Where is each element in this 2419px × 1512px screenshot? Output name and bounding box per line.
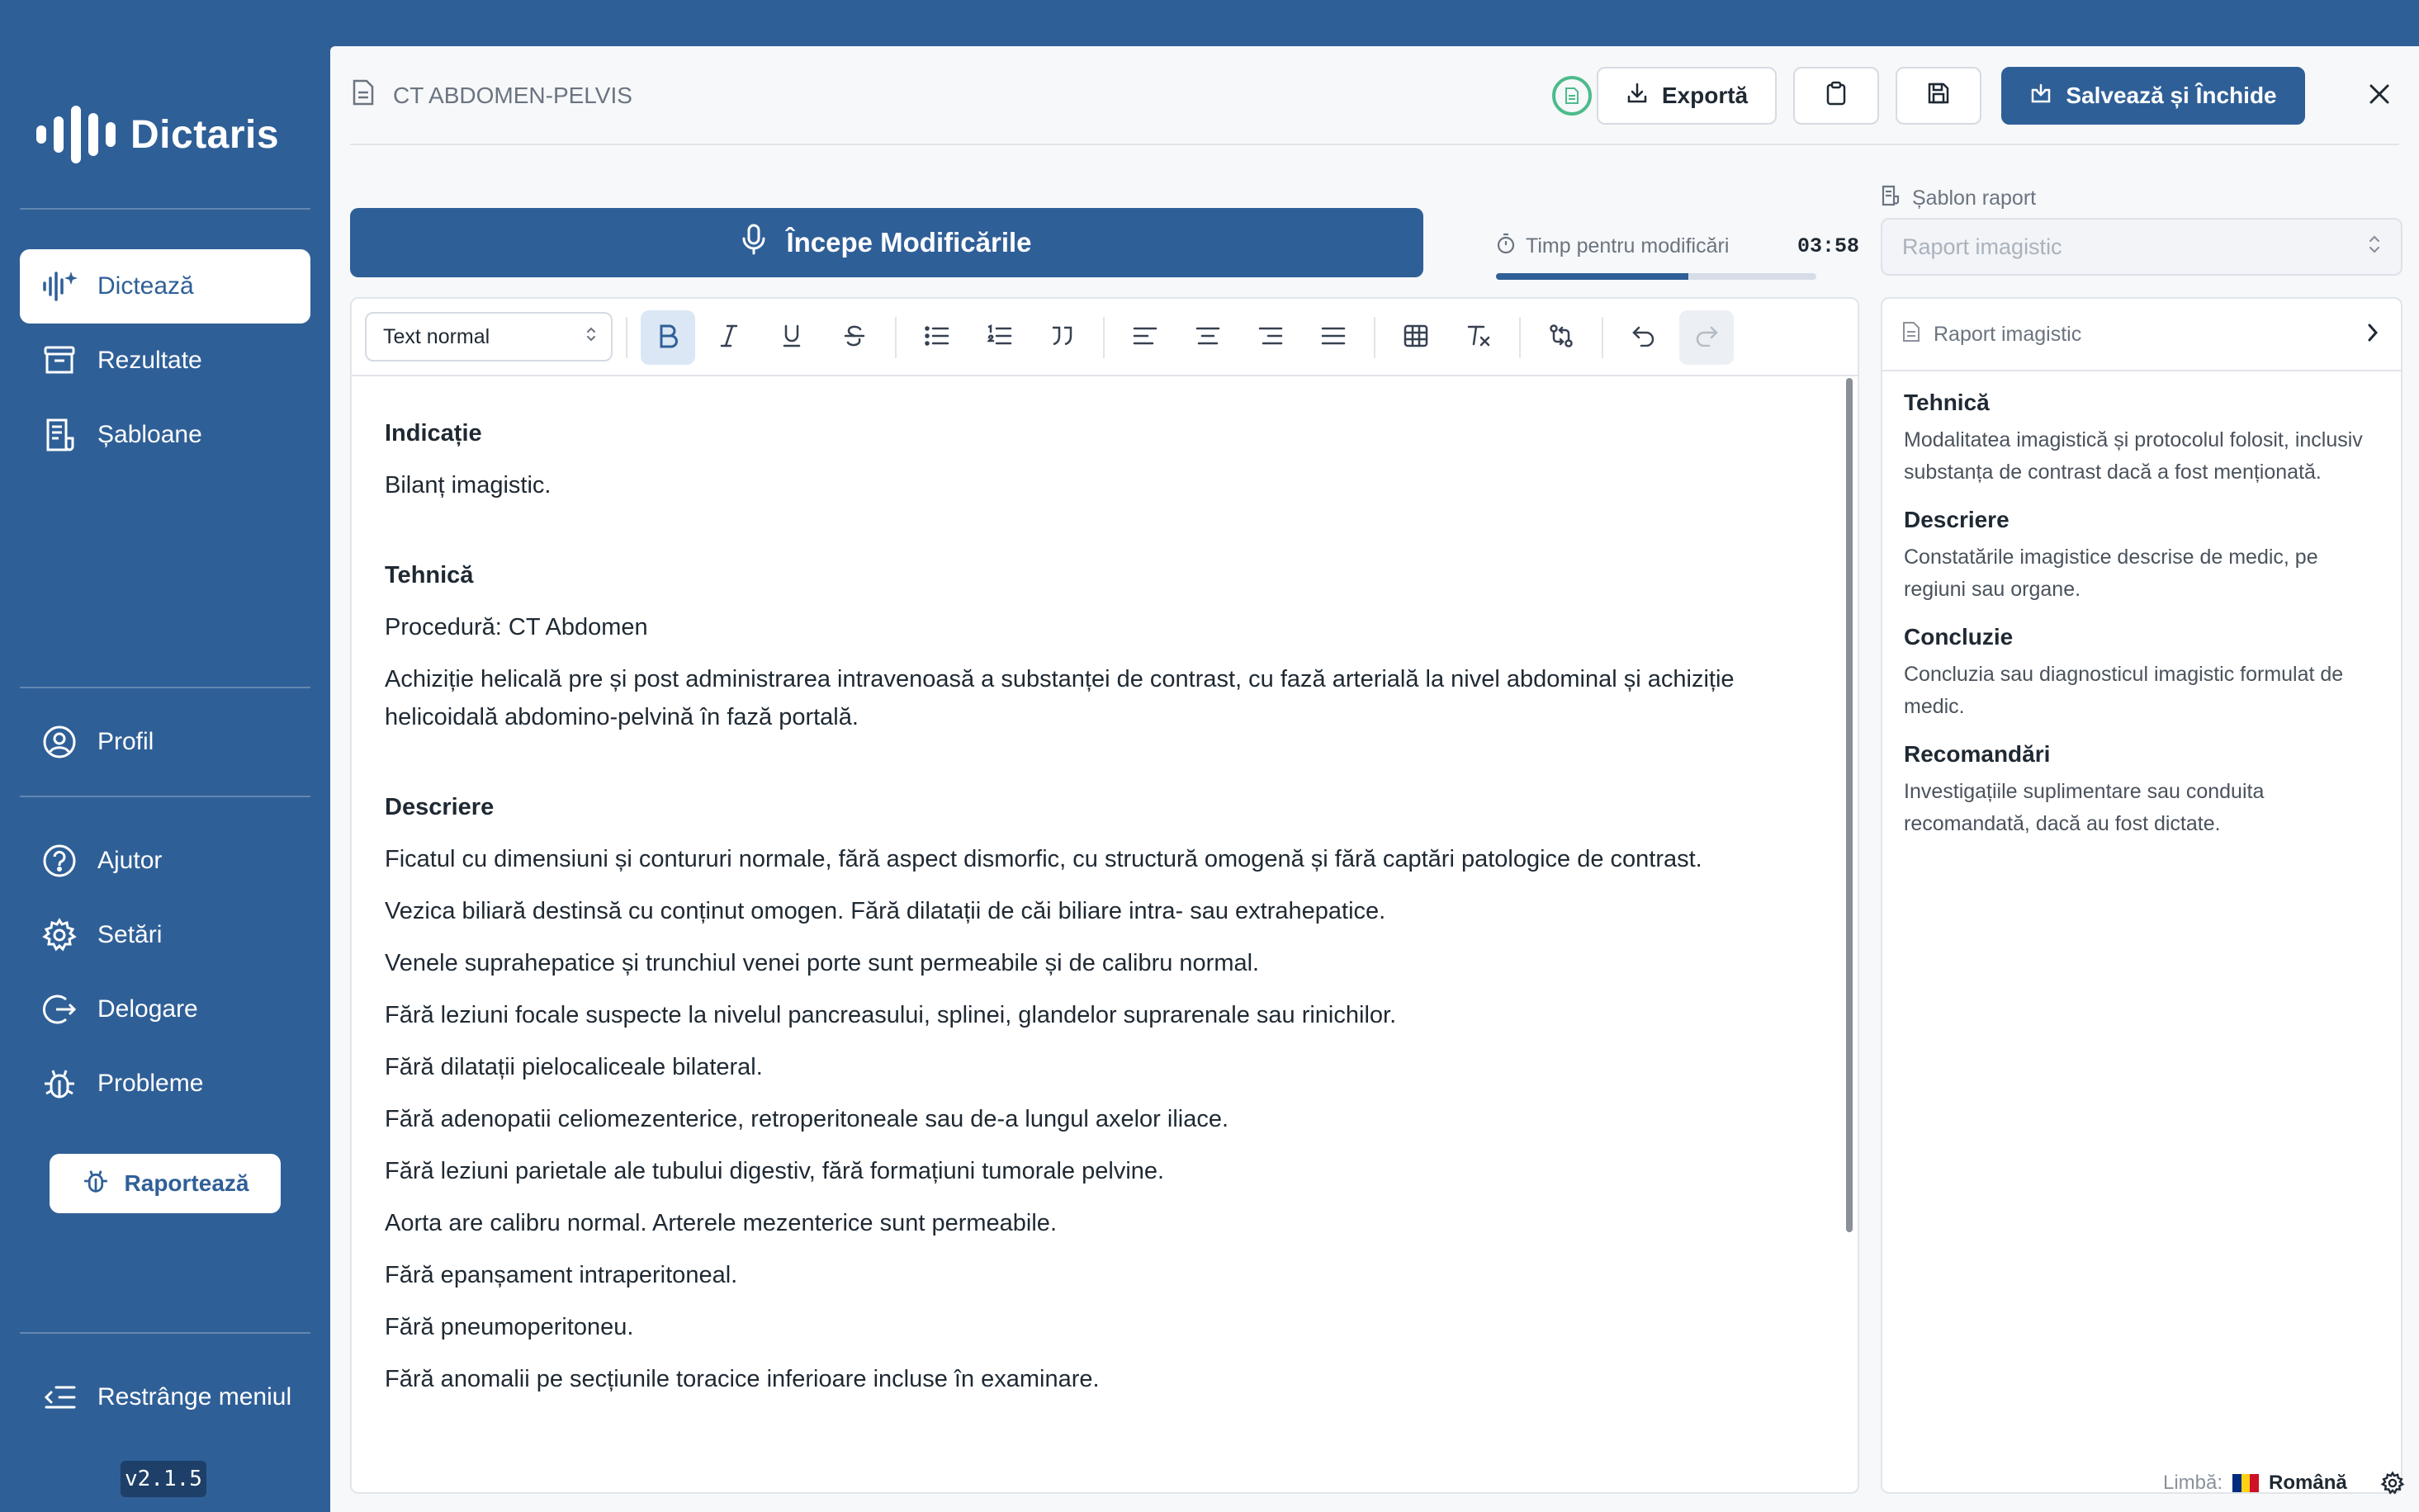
- align-center-button[interactable]: [1181, 310, 1235, 365]
- template-label: [1881, 185, 2036, 212]
- save-close-icon: [2029, 82, 2052, 111]
- bullet-list-icon: [925, 325, 949, 351]
- save-and-close-button[interactable]: [2001, 67, 2305, 125]
- redo-button[interactable]: [1679, 310, 1734, 365]
- save-close-label: Salvează și Închide: [2066, 83, 2277, 108]
- start-dictation-button[interactable]: [350, 208, 1423, 277]
- template-select[interactable]: [1881, 218, 2402, 276]
- sidebar-divider: [20, 687, 310, 688]
- report-line: Venele suprahepatice și trunchiul venei porte sunt permeabile și de calibru normal.: [385, 950, 1260, 976]
- report-line: Achiziție helicală pre și post administrarea intravenoasă a substanței de contrast, cu fază arterială la nivel abdominal și achiziție helicoidală abdomino-pelvină în fază portală.: [385, 666, 1735, 730]
- stopwatch-icon: [1496, 233, 1516, 260]
- section-heading: Tehnică: [385, 562, 474, 588]
- sidebar-item-help[interactable]: [20, 824, 310, 898]
- blockquote-button[interactable]: [1035, 310, 1090, 365]
- start-dictation-label: Începe Modificările: [786, 227, 1032, 258]
- sidebar-item-label: Setări: [97, 921, 163, 948]
- collapse-menu-icon: [41, 1379, 78, 1415]
- guide-section-text: Modalitatea imagistică și protocolul folosit, inclusiv substanța de contrast dacă a fost menționată.: [1904, 428, 2363, 484]
- template-guide-title: Raport imagistic: [1934, 322, 2082, 346]
- dictate-icon: [41, 268, 78, 305]
- template-guide-panel: [1881, 297, 2402, 1494]
- sidebar-item-dictate[interactable]: [20, 249, 310, 324]
- language-label: Limbă:: [2163, 1472, 2223, 1494]
- sidebar-item-label: Ajutor: [97, 847, 163, 874]
- report-line: Fără anomalii pe secțiunile toracice inferioare incluse în examinare.: [385, 1366, 1100, 1392]
- clear-format-button[interactable]: [1451, 310, 1506, 365]
- microphone-icon: [741, 224, 766, 262]
- gear-icon: [41, 917, 78, 953]
- chevron-updown-icon: [2368, 234, 2381, 261]
- timer-value: 03:58: [1796, 234, 1859, 258]
- language-selector[interactable]: Română: [2269, 1472, 2347, 1494]
- guide-section-title: Descriere: [1904, 507, 2010, 532]
- chevron-updown-icon: [586, 325, 596, 349]
- user-icon: [41, 724, 78, 760]
- copy-button[interactable]: [1793, 67, 1879, 125]
- document-title: [352, 79, 632, 111]
- align-right-button[interactable]: [1243, 310, 1298, 365]
- collapse-menu-label: Restrânge meniul: [97, 1383, 292, 1410]
- sidebar-item-settings[interactable]: [20, 898, 310, 972]
- report-line: Fără adenopatii celiomezenterice, retroperitoneale sau de-a lungul axelor iliace.: [385, 1106, 1229, 1132]
- git-compare-icon: [1549, 324, 1574, 352]
- sidebar-divider: [20, 796, 310, 797]
- italic-button[interactable]: [702, 310, 756, 365]
- document-header: [350, 46, 2399, 145]
- save-status-indicator: [1552, 76, 1592, 116]
- save-icon: [1927, 82, 1950, 111]
- sidebar-item-results[interactable]: [20, 324, 310, 398]
- template-label-text: Șablon raport: [1912, 187, 2037, 210]
- sidebar-item-label: Probleme: [97, 1070, 204, 1097]
- bug-icon: [82, 1167, 110, 1201]
- numbered-list-icon: [987, 324, 1012, 352]
- toolbar-divider: [1519, 317, 1521, 358]
- report-line: Fără dilatații pielocaliceale bilateral.: [385, 1054, 763, 1080]
- archive-icon: [41, 343, 78, 379]
- sidebar-divider: [20, 208, 310, 210]
- undo-button[interactable]: [1617, 310, 1671, 365]
- align-center-icon: [1195, 326, 1220, 350]
- strikethrough-button[interactable]: [827, 310, 882, 365]
- close-icon: [2369, 83, 2390, 109]
- top-strip: [0, 0, 2419, 46]
- report-editor: [350, 297, 1859, 1494]
- guide-section-text: Investigațiile suplimentare sau conduita recomandată, dacă au fost dictate.: [1904, 780, 2265, 835]
- report-line: Aorta are calibru normal. Arterele mezenterice sunt permeabile.: [385, 1210, 1057, 1236]
- sidebar-item-logout[interactable]: [20, 972, 310, 1047]
- clipboard-icon: [1825, 81, 1847, 111]
- section-heading: Descriere: [385, 794, 495, 820]
- report-line: Fără pneumoperitoneu.: [385, 1314, 634, 1340]
- italic-icon: [719, 324, 739, 352]
- close-button[interactable]: [2360, 76, 2399, 116]
- report-line: Fără epanșament intraperitoneal.: [385, 1262, 738, 1288]
- editor-toolbar: [352, 299, 1858, 376]
- logout-icon: [41, 991, 78, 1028]
- insert-table-button[interactable]: [1389, 310, 1443, 365]
- quote-icon: [1050, 325, 1075, 351]
- document-icon: [352, 79, 375, 111]
- template-icon: [41, 417, 78, 453]
- text-style-select[interactable]: [365, 312, 613, 361]
- sidebar-item-templates[interactable]: [20, 398, 310, 472]
- redo-icon: [1694, 325, 1719, 351]
- save-button[interactable]: [1896, 67, 1981, 125]
- bold-button[interactable]: [641, 310, 695, 365]
- guide-section-text: Concluzia sau diagnosticul imagistic formulat de medic.: [1904, 663, 2344, 718]
- compare-changes-button[interactable]: [1534, 310, 1588, 365]
- gear-icon[interactable]: [2380, 1471, 2405, 1495]
- numbered-list-button[interactable]: [973, 310, 1027, 365]
- sidebar-item-label: Profil: [97, 728, 154, 755]
- document-title-text: CT ABDOMEN-PELVIS: [393, 82, 632, 108]
- text-style-value: Text normal: [383, 324, 490, 348]
- align-justify-icon: [1321, 326, 1346, 350]
- underline-button[interactable]: [765, 310, 819, 365]
- sidebar-divider: [20, 1332, 310, 1334]
- sidebar-item-issues[interactable]: [20, 1047, 310, 1121]
- guide-section-title: Recomandări: [1904, 741, 2051, 767]
- bullet-list-button[interactable]: [910, 310, 964, 365]
- guide-section-title: Concluzie: [1904, 624, 2014, 650]
- align-left-button[interactable]: [1118, 310, 1172, 365]
- help-icon: [41, 843, 78, 879]
- chevron-right-icon[interactable]: [2365, 320, 2381, 351]
- romania-flag-icon: [2232, 1474, 2259, 1492]
- editor-scrollbar[interactable]: [1846, 378, 1853, 1232]
- sidebar-item-profile[interactable]: [20, 705, 310, 779]
- align-justify-button[interactable]: [1306, 310, 1361, 365]
- report-line: Ficatul cu dimensiuni și contururi normale, fără aspect dismorfic, cu structură omogenă și fără captări patologice de contrast.: [385, 846, 1702, 872]
- template-guide-header[interactable]: [1882, 299, 2401, 371]
- toolbar-divider: [895, 317, 897, 358]
- app-logo[interactable]: [36, 106, 279, 163]
- align-left-icon: [1133, 326, 1157, 350]
- report-line: Fără leziuni parietale ale tubului digestiv, fără formațiuni tumorale pelvine.: [385, 1158, 1165, 1184]
- timer-progress-bar: [1496, 273, 1816, 280]
- template-icon: [1881, 185, 1901, 212]
- sidebar-item-label: Rezultate: [97, 347, 202, 374]
- toolbar-divider: [1103, 317, 1105, 358]
- app-name: Dictaris: [130, 112, 280, 157]
- bold-icon: [657, 324, 679, 352]
- clear-format-icon: [1466, 324, 1491, 352]
- timer-progress-fill: [1496, 273, 1688, 280]
- document-icon: [1902, 321, 1920, 348]
- report-issue-button[interactable]: [50, 1154, 281, 1213]
- report-line: Vezica biliară destinsă cu conținut omogen. Fără dilatații de căi biliare intra- sau extrahepatice.: [385, 898, 1386, 924]
- toolbar-divider: [1374, 317, 1375, 358]
- template-select-value: Raport imagistic: [1902, 234, 2062, 259]
- underline-icon: [782, 324, 802, 352]
- export-label: Exportă: [1661, 83, 1749, 108]
- strikethrough-icon: [844, 324, 865, 352]
- report-button-label: Raportează: [124, 1170, 249, 1196]
- sidebar-item-label: Șabloane: [97, 421, 202, 448]
- language-footer: [2163, 1471, 2405, 1495]
- toolbar-divider: [1602, 317, 1603, 358]
- main-area: [330, 46, 2419, 1512]
- guide-section-text: Constatările imagistice descrise de medic, pe regiuni sau organe.: [1904, 546, 2318, 601]
- section-heading: Indicație: [385, 420, 482, 447]
- bug-icon: [41, 1065, 78, 1102]
- version-badge: v2.1.5: [121, 1461, 206, 1497]
- guide-section-title: Tehnică: [1904, 390, 1990, 415]
- edit-timer: [1496, 233, 1859, 280]
- logo-icon: [36, 106, 116, 163]
- editor-content[interactable]: [385, 414, 1821, 1412]
- align-right-icon: [1258, 326, 1283, 350]
- sidebar-item-label: Dictează: [97, 272, 194, 300]
- report-line: Bilanț imagistic.: [385, 472, 551, 498]
- table-icon: [1404, 324, 1428, 352]
- download-icon: [1626, 82, 1649, 111]
- export-button[interactable]: [1597, 67, 1777, 125]
- sidebar-item-label: Delogare: [97, 995, 198, 1023]
- sidebar: [0, 0, 330, 1512]
- toolbar-divider: [626, 317, 627, 358]
- report-line: Fără leziuni focale suspecte la nivelul pancreasului, splinei, glandelor suprarenale sau rinichilor.: [385, 1002, 1397, 1028]
- collapse-menu-button[interactable]: [20, 1360, 310, 1434]
- timer-label: Timp pentru modificări: [1526, 234, 1730, 258]
- report-line: Procedură: CT Abdomen: [385, 614, 648, 640]
- undo-icon: [1631, 325, 1656, 351]
